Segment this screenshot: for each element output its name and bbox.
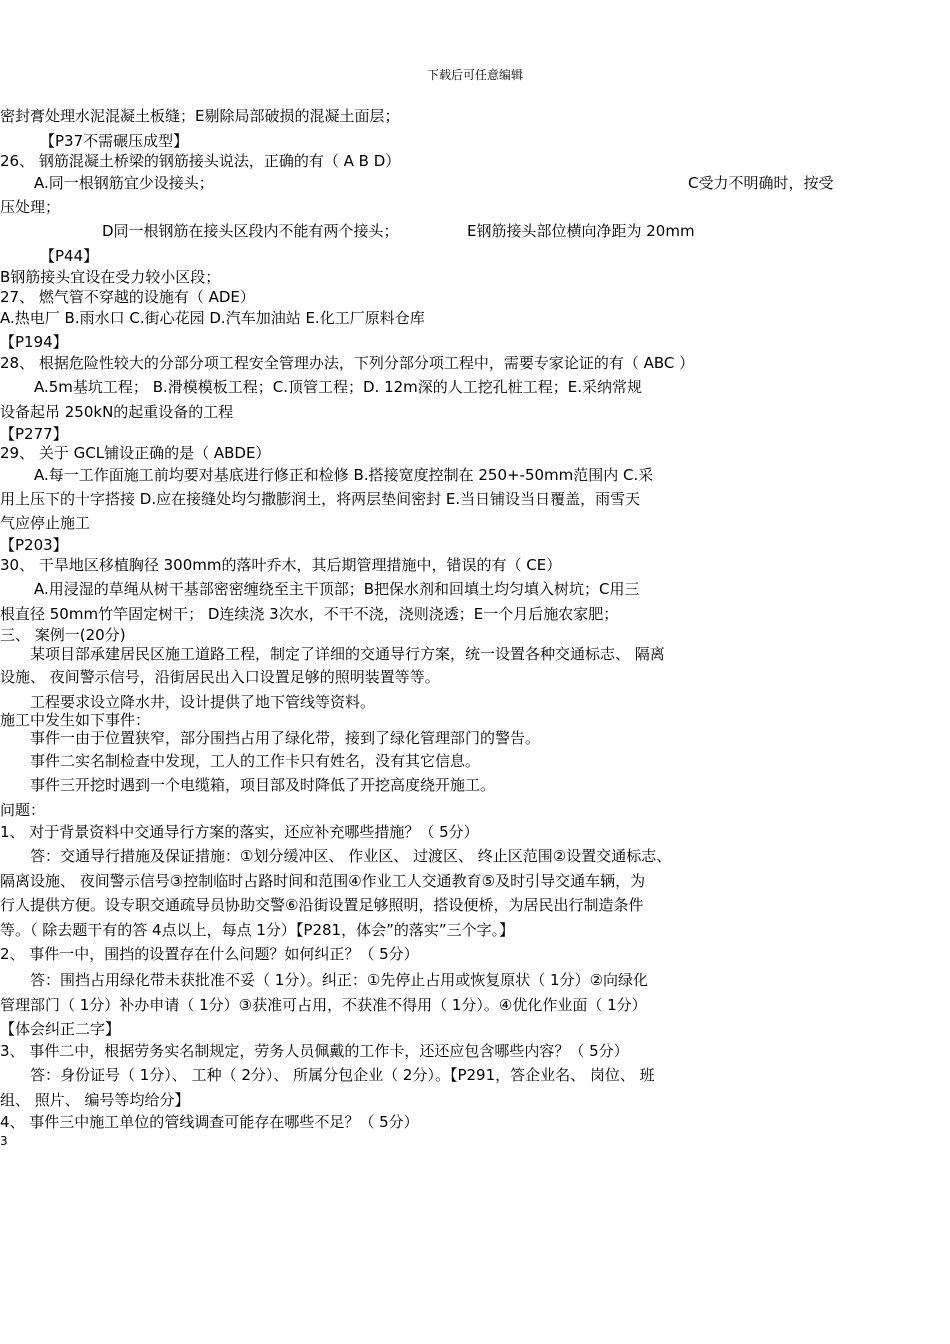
option-line: 设备起吊 250kN的起重设备的工程: [0, 403, 234, 421]
option-line: A.5m基坑工程； B.滑模模板工程；C.顶管工程；D. 12m深的人工挖孔桩工程；E.采纳常规: [34, 378, 643, 396]
text-line: 【P194】: [0, 333, 68, 351]
text-line: 问题：: [0, 801, 46, 819]
option-line: D同一根钢筋在接头区段内不能有两个接头；: [102, 222, 399, 240]
question-26: 26、 钢筋混凝土桥梁的钢筋接头说法，正确的有（ A B D）: [0, 152, 401, 170]
answer-line: 管理部门（ 1分）补办申请（ 1分）③获准可占用，不获准不得用（ 1分）。④优化作业面（ 1分）: [0, 996, 647, 1014]
question-3: 3、 事件二中，根据劳务实名制规定，劳务人员佩戴的工作卡，还还应包含哪些内容？（ 5分）: [0, 1042, 629, 1060]
option-line: A.同一根钢筋宜少设接头；: [34, 174, 214, 192]
text-line: 压处理；: [0, 198, 61, 216]
answer-line: 答：交通导行措施及保证措施：①划分缓冲区、 作业区、 过渡区、 终止区范围②设置交通标志、: [30, 847, 672, 865]
question-1: 1、 对于背景资料中交通导行方案的落实，还应补充哪些措施？（ 5分）: [0, 823, 479, 841]
page-number: 3: [0, 1134, 8, 1148]
text-line: 【体会纠正二字】: [0, 1020, 121, 1038]
question-29: 29、 关于 GCL铺设正确的是（ ABDE）: [0, 444, 271, 462]
text-line: 【P203】: [0, 536, 68, 554]
answer-line: 等。（ 除去题干有的答 4点以上，每点 1分）【P281，体会”的落实”三个字。】: [0, 921, 515, 939]
paragraph-line: 某项目部承建居民区施工道路工程，制定了详细的交通导行方案，统一设置各种交通标志、 隔离: [30, 645, 665, 663]
option-line: C受力不明确时，按受: [688, 174, 834, 192]
question-28: 28、 根据危险性较大的分部分项工程安全管理办法，下列分部分项工程中，需要专家论证的有（ ABC ）: [0, 354, 695, 372]
paragraph-line: 设施、 夜间警示信号，沿街居民出入口设置足够的照明装置等等。: [0, 668, 440, 686]
option-line: B钢筋接头宜设在受力较小区段；: [0, 268, 221, 286]
paragraph-line: 工程要求设立降水井，设计提供了地下管线等资料。: [30, 693, 376, 711]
paragraph-line: 事件二实名制检查中发现，工人的工作卡只有姓名，没有其它信息。: [30, 752, 481, 770]
option-line: A.每一工作面施工前均要对基底进行修正和检修 B.搭接宽度控制在 250+-50mm范围内 C.采: [34, 466, 654, 484]
text-line: 【P277】: [0, 425, 68, 443]
question-4: 4、 事件三中施工单位的管线调查可能存在哪些不足？（ 5分）: [0, 1113, 419, 1131]
option-line: A.热电厂 B.雨水口 C.街心花园 D.汽车加油站 E.化工厂原料仓库: [0, 309, 425, 327]
option-line: 根直径 50mm竹竿固定树干； D连续浇 3次水，不干不浇，浇则浇透；E一个月后施农家肥；: [0, 605, 619, 623]
page-header: 下载后可任意编辑: [426, 68, 523, 82]
answer-line: 行人提供方便。设专职交通疏导员协助交警⑥沿街设置足够照明，搭设便桥，为居民出行制造条件: [0, 896, 644, 914]
text-line: 密封膏处理水泥混凝土板缝；E剔除局部破损的混凝土面层；: [0, 107, 400, 125]
text-line: 【P44】: [40, 247, 99, 265]
answer-line: 答：围挡占用绿化带未获批准不妥（ 1分）。纠正：①先停止占用或恢复原状（ 1分）②向绿化: [30, 971, 649, 989]
option-line: 用上压下的十字搭接 D.应在接缝处均匀撒膨润土，将两层垫间密封 E.当日铺设当日覆盖，雨雪天: [0, 490, 641, 508]
answer-line: 组、 照片、 编号等均给分】: [0, 1091, 190, 1109]
paragraph-line: 施工中发生如下事件：: [0, 711, 151, 729]
paragraph-line: 事件一由于位置狭窄，部分围挡占用了绿化带，接到了绿化管理部门的警告。: [30, 729, 541, 747]
question-2: 2、 事件一中，围挡的设置存在什么问题？如何纠正？（ 5分）: [0, 945, 419, 963]
option-line: 气应停止施工: [0, 514, 91, 532]
answer-line: 答：身份证号（ 1分）、 工种（ 2分）、 所属分包企业（ 2分）。【P291，答企业名、 岗位、 班: [30, 1066, 655, 1084]
option-line: E钢筋接头部位横向净距为 20mm: [467, 222, 695, 240]
paragraph-line: 事件三开挖时遇到一个电缆箱，项目部及时降低了开挖高度绕开施工。: [30, 776, 496, 794]
section-heading: 三、 案例一(20分): [0, 626, 126, 644]
answer-line: 隔离设施、 夜间警示信号③控制临时占路时间和范围④作业工人交通教育⑤及时引导交通车辆，为: [0, 872, 646, 890]
text-line: 【P37不需碾压成型】: [40, 132, 189, 150]
question-27: 27、 燃气管不穿越的设施有（ ADE）: [0, 288, 255, 306]
option-line: A.用浸湿的草绳从树干基部密密缠绕至主干顶部；B把保水剂和回填土均匀填入树坑；C用三: [34, 580, 640, 598]
question-30: 30、 干旱地区移植胸径 300mm的落叶乔木，其后期管理措施中，错误的有（ CE）: [0, 556, 562, 574]
